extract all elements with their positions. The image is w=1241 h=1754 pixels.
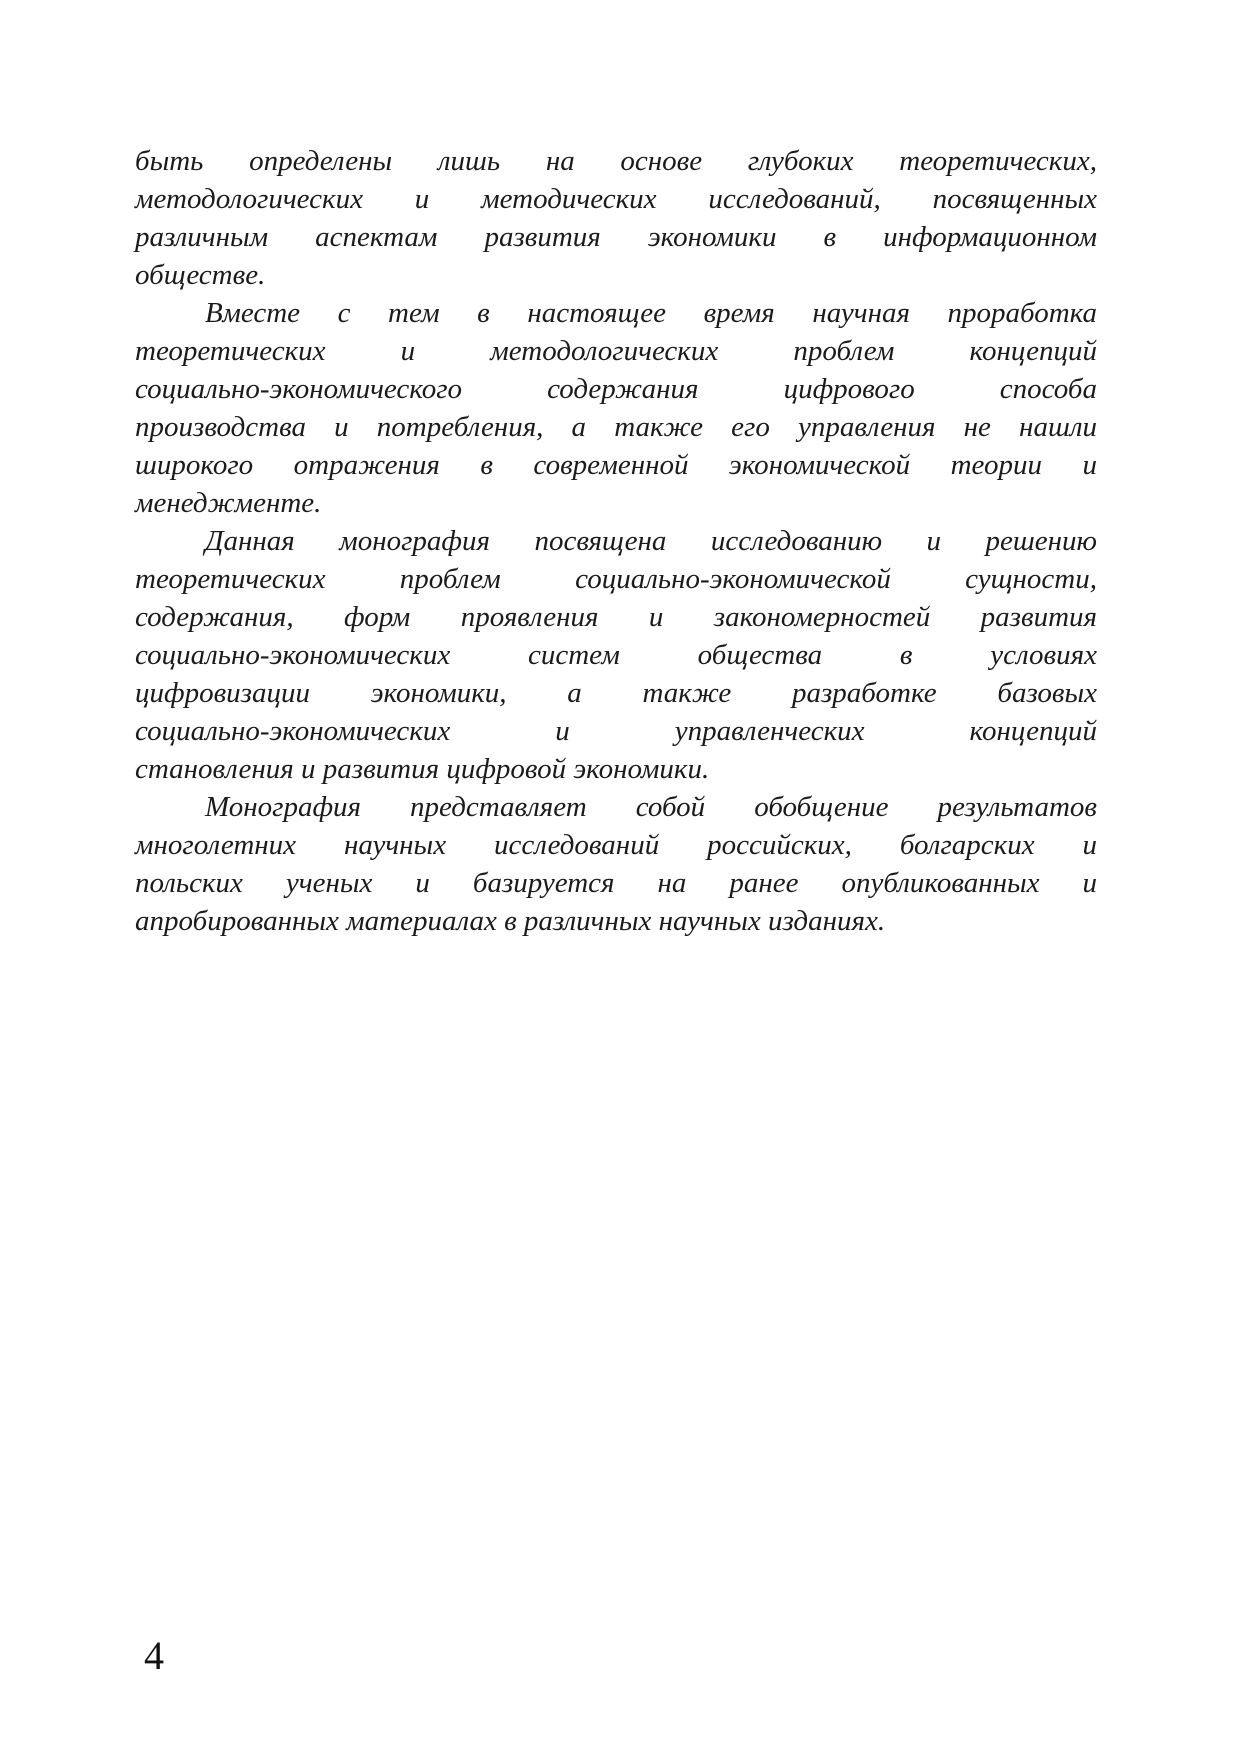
text-line: теоретических и методологических проблем концепций: [135, 335, 1097, 367]
text-line: социально-экономического содержания цифрового способа: [135, 373, 1097, 405]
text-line: быть определены лишь на основе глубоких теоретических,: [135, 145, 1097, 177]
text-line: менеджменте.: [135, 487, 322, 519]
text-line: широкого отражения в современной экономической теории и: [135, 449, 1097, 481]
text-line: Данная монография посвящена исследованию и решению: [205, 525, 1097, 557]
text-line: социально-экономических и управленческих концепций: [135, 715, 1097, 747]
text-line: социально-экономических систем общества в условиях: [135, 639, 1097, 671]
body-text: [135, 142, 1097, 940]
text-line: методологических и методических исследований, посвященных: [135, 183, 1097, 215]
text-line: цифровизации экономики, а также разработке базовых: [135, 677, 1097, 709]
text-line: Монография представляет собой обобщение результатов: [205, 791, 1097, 823]
page-number: 4: [144, 1633, 164, 1678]
text-line: Вместе с тем в настоящее время научная проработка: [205, 297, 1097, 329]
text-line: содержания, форм проявления и закономерностей развития: [135, 601, 1097, 633]
text-line: многолетних научных исследований российских, болгарских и: [135, 829, 1097, 861]
text-line: теоретических проблем социально-экономической сущности,: [135, 563, 1097, 595]
text-line: становления и развития цифровой экономики.: [135, 753, 710, 785]
text-line: апробированных материалах в различных научных изданиях.: [135, 905, 886, 937]
text-line: производства и потребления, а также его управления не нашли: [135, 411, 1097, 443]
text-line: польских ученых и базируется на ранее опубликованных и: [135, 867, 1097, 899]
text-line: различным аспектам развития экономики в информационном: [135, 221, 1097, 253]
text-line: обществе.: [135, 259, 266, 291]
